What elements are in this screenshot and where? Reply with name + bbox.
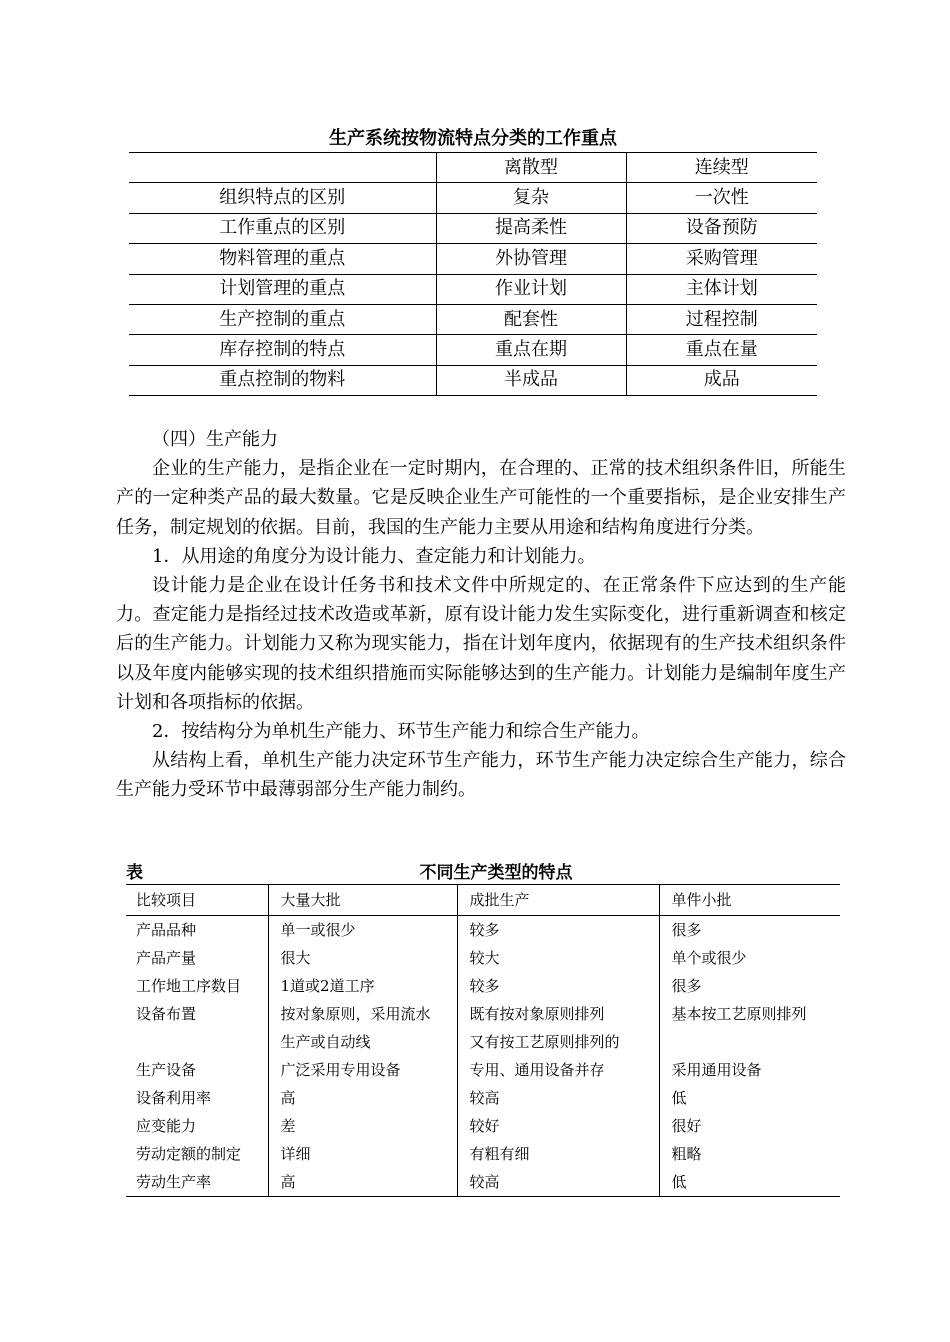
table-cell: 高 bbox=[268, 1084, 457, 1112]
table-cell: 粗略 bbox=[659, 1140, 840, 1168]
table-cell: 重点控制的物料 bbox=[129, 365, 436, 395]
table-cell: 重点在量 bbox=[626, 335, 817, 365]
table-row bbox=[129, 304, 817, 334]
table-cell: 工作地工序数目 bbox=[136, 977, 242, 995]
table-cell: 低 bbox=[659, 1084, 840, 1112]
table-cell: 采用通用设备 bbox=[659, 1056, 840, 1084]
table1-header-cell: 离散型 bbox=[436, 153, 626, 183]
table-cell: 设备利用率 bbox=[136, 1089, 212, 1107]
table-cell: 过程控制 bbox=[626, 304, 817, 334]
table-cell: 很多 bbox=[659, 972, 840, 1000]
table-cell: 配套性 bbox=[436, 304, 626, 334]
table1-logistics-focus bbox=[129, 152, 817, 396]
table-cell: 作业计划 bbox=[436, 274, 626, 304]
table-row bbox=[126, 1168, 840, 1197]
table-cell: 重点在期 bbox=[436, 335, 626, 365]
table1-title: 生产系统按物流特点分类的工作重点 bbox=[329, 128, 617, 149]
paragraph-capacity-definition: 企业的生产能力，是指企业在一定时期内，在合理的、正常的技术组织条件旧，所能生产的一定种类产品的最大数量。它是反映企业生产可能性的一个重要指标，是企业安排生产任务，制定规划的依据。目前，我国的生产能力主要从用途和结构角度进行分类。 bbox=[116, 458, 846, 538]
table-cell: 劳动定额的制定 bbox=[136, 1145, 242, 1163]
table2-header-cell: 成批生产 bbox=[457, 885, 659, 916]
table-cell: 设备预防 bbox=[626, 213, 817, 243]
table-cell: 单一或很少 bbox=[268, 916, 457, 945]
table-row bbox=[129, 244, 817, 274]
table-cell: 提高柔性 bbox=[436, 213, 626, 243]
table-cell bbox=[126, 1028, 268, 1056]
table-cell: 应变能力 bbox=[136, 1117, 197, 1135]
table2-header-cell: 大量大批 bbox=[268, 885, 457, 916]
table-cell: 较高 bbox=[457, 1168, 659, 1197]
table-cell: 主体计划 bbox=[626, 274, 817, 304]
table-row bbox=[129, 274, 817, 304]
table-cell: 专用、通用设备并存 bbox=[457, 1056, 659, 1084]
table-cell: 工作重点的区别 bbox=[129, 213, 436, 243]
table-cell: 又有按工艺原则排列的 bbox=[457, 1028, 659, 1056]
table-cell: 基本按工艺原则排列 bbox=[659, 1000, 840, 1028]
table-cell: 物料管理的重点 bbox=[129, 244, 436, 274]
table-cell: 采购管理 bbox=[626, 244, 817, 274]
table2-label: 表 bbox=[126, 863, 143, 883]
table-cell: 半成品 bbox=[436, 365, 626, 395]
table-cell: 较高 bbox=[457, 1084, 659, 1112]
table-cell: 单个或很少 bbox=[659, 944, 840, 972]
table-cell: 很好 bbox=[659, 1112, 840, 1140]
body-text bbox=[116, 425, 846, 805]
table-row bbox=[126, 916, 840, 945]
table-cell: 一次性 bbox=[626, 183, 817, 213]
table-cell: 外协管理 bbox=[436, 244, 626, 274]
paragraph-capacity-types: 设计能力是企业在设计任务书和技术文件中所规定的、在正常条件下应达到的生产能力。查定能力是指经过技术改造或革新，原有设计能力发生实际变化，进行重新调查和核定后的生产能力。计划能力又称为现实能力，指在计划年度内，依据现有的生产技术组织条件以及年度内能够实现的技术组织措施而实际能够达到的生产能力。计划能力是编制年度生产计划和各项指标的依据。 bbox=[116, 575, 846, 713]
table-cell: 生产控制的重点 bbox=[129, 304, 436, 334]
table-row bbox=[126, 1140, 840, 1168]
table-row bbox=[129, 183, 817, 213]
paragraph-usage-classification: 1．从用途的角度分为设计能力、查定能力和计划能力。 bbox=[152, 545, 596, 567]
table-cell: 组织特点的区别 bbox=[129, 183, 436, 213]
table1-header-row bbox=[129, 153, 817, 183]
table1-header-cell: 连续型 bbox=[626, 153, 817, 183]
table-cell: 很大 bbox=[268, 944, 457, 972]
section-heading: （四）生产能力 bbox=[152, 429, 278, 450]
table2-production-types bbox=[126, 884, 840, 1197]
table-cell: 既有按对象原则排列 bbox=[457, 1000, 659, 1028]
table-cell: 生产或自动线 bbox=[268, 1028, 457, 1056]
table2-caption bbox=[126, 862, 840, 884]
table-row bbox=[126, 1028, 840, 1056]
table-cell: 较多 bbox=[457, 972, 659, 1000]
table-cell: 很多 bbox=[659, 916, 840, 945]
paragraph-structure-classification: 2．按结构分为单机生产能力、环节生产能力和综合生产能力。 bbox=[152, 721, 650, 743]
table1-header-cell bbox=[129, 153, 436, 183]
table-row bbox=[126, 1112, 840, 1140]
table-cell: 计划管理的重点 bbox=[129, 274, 436, 304]
table-cell: 产品产量 bbox=[136, 949, 197, 967]
table-cell: 库存控制的特点 bbox=[129, 335, 436, 365]
table-cell: 详细 bbox=[268, 1140, 457, 1168]
table-cell: 高 bbox=[268, 1168, 457, 1197]
table-cell bbox=[659, 1028, 840, 1056]
table-row bbox=[126, 1000, 840, 1028]
table-row bbox=[129, 365, 817, 395]
table-cell: 按对象原则，采用流水 bbox=[268, 1000, 457, 1028]
paragraph-structure-detail: 从结构上看，单机生产能力决定环节生产能力，环节生产能力决定综合生产能力，综合生产能力受环节中最薄弱部分生产能力制约。 bbox=[116, 750, 846, 801]
table-cell: 复杂 bbox=[436, 183, 626, 213]
table-cell: 较大 bbox=[457, 944, 659, 972]
table-cell: 差 bbox=[268, 1112, 457, 1140]
table-row bbox=[126, 1056, 840, 1084]
table-cell: 设备布置 bbox=[136, 1005, 197, 1023]
table-row bbox=[126, 944, 840, 972]
table-cell: 1道或2道工序 bbox=[268, 972, 457, 1000]
table-cell: 广泛采用专用设备 bbox=[268, 1056, 457, 1084]
table-cell: 劳动生产率 bbox=[126, 1168, 268, 1197]
table-cell: 较多 bbox=[457, 916, 659, 945]
table-row bbox=[129, 213, 817, 243]
table-row bbox=[129, 335, 817, 365]
table-cell: 生产设备 bbox=[136, 1061, 197, 1079]
table-cell: 低 bbox=[659, 1168, 840, 1197]
table2-header-cell: 比较项目 bbox=[126, 885, 268, 916]
table-row bbox=[126, 972, 840, 1000]
table-row bbox=[126, 1084, 840, 1112]
table-cell: 产品品种 bbox=[136, 921, 197, 939]
table-cell: 有粗有细 bbox=[457, 1140, 659, 1168]
table2-header-row bbox=[126, 885, 840, 916]
table2-header-cell: 单件小批 bbox=[659, 885, 840, 916]
table-cell: 成品 bbox=[626, 365, 817, 395]
table2-title: 不同生产类型的特点 bbox=[419, 863, 573, 883]
table-cell: 较好 bbox=[457, 1112, 659, 1140]
